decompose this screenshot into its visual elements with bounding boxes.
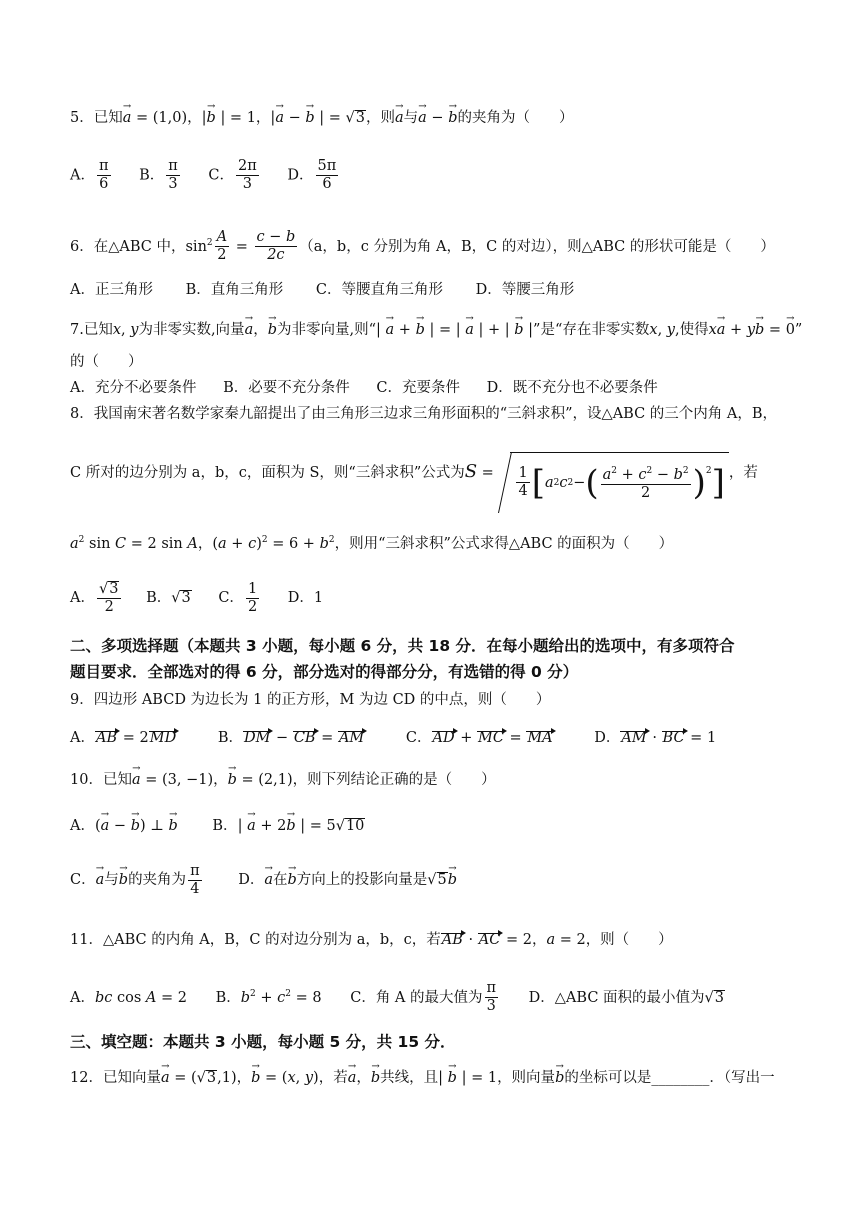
question-5: 5．已知→ a = (1,0)，|→ b | = 1，|→ a − → b | = √3，则→ a与→ a − → b的夹角为（ ） (70, 108, 573, 128)
option-c[interactable]: C．AD + MC = MA (405, 730, 553, 746)
option-d[interactable]: D．AM · BC = 1 (594, 730, 717, 746)
question-9-options (70, 728, 716, 748)
question-8-line-2: C 所对的边分别为 a，b，c，面积为 S，则“三斜求积”公式为S = $\frac{1}{4}$ [ a 2 c 2 − ( $\frac{a^2 + c^2 - b^2}{2}$ ) $^2$ ] ，若 (70, 444, 758, 513)
section-2-heading-line-2: 题目要求．全部选对的得 6 分，部分选对的得部分分，有选错的得 0 分） (70, 663, 579, 681)
question-11: 11．△ABC 的内角 A，B，C 的对边分别为 a，b，c，若AB · AC = 2，a = 2，则（ ） (70, 932, 673, 948)
option-d[interactable]: D．→ a在→ b方向上的投影向量是√5→ b (238, 862, 457, 898)
question-8-line-1: 8．我国南宋著名数学家秦九韶提出了由三角形三边求三角形面积的“三斜求积”，设△ABC 的三个内角 A，B， (70, 406, 778, 422)
question-7-options (70, 378, 658, 398)
option-b[interactable]: B．直角三角形 (185, 282, 284, 298)
question-7: 7.已知x, y为非零实数,向量→ a，→ b为非零向量,则“| → a + → b | = | → a | + | → b |”是“存在非零实数x, y,使得x→ a + y→ b = → 0” (70, 320, 802, 340)
option-a[interactable]: A． $\frac{√3}{2}$ (70, 580, 123, 616)
formula-sqrt: $\frac{1}{4}$ [ a 2 c 2 − ( $\frac{a^2 + c^2 - b^2}{2}$ ) $^2$ ] (510, 452, 728, 513)
question-6-options (70, 280, 574, 300)
option-c[interactable]: C．角 A 的最大值为 $\frac{\pi}{3}$ (350, 980, 497, 1015)
question-10-options-cd (70, 862, 457, 898)
option-a[interactable]: A．(→ a − → b) ⊥ → b (70, 816, 178, 836)
option-b[interactable]: B．DM − CB = AM (217, 730, 365, 746)
option-b[interactable]: B．$b^2 + c^2 = 8$ (215, 989, 322, 1006)
question-7-tail: 的（ ） (70, 354, 143, 370)
option-d[interactable]: D．既不充分也不必要条件 (486, 380, 658, 396)
question-8-line-3: $a^2$ sin C = 2 sin A，$(a + c)^2 = 6 + b^2$，则用“三斜求积”公式求得△ABC 的面积为（ ） (70, 535, 674, 552)
option-a[interactable]: A．bc cos A = 2 (70, 989, 187, 1006)
option-a[interactable]: A．充分不必要条件 (70, 380, 197, 396)
option-b[interactable]: B． $\frac{\pi}{3}$ (139, 158, 178, 192)
option-b[interactable]: B．| → a + 2→ b | = 5√10 (212, 816, 365, 836)
question-10: 10．已知→ a = (3, −1)，→ b = (2,1)，则下列结论正确的是（ ） (70, 770, 496, 790)
question-9: 9．四边形 ABCD 为边长为 1 的正方形，M 为边 CD 的中点，则（ ） (70, 692, 551, 708)
section-2-heading-line-1: 二、多项选择题（本题共 3 小题，每小题 6 分，共 18 分．在每小题给出的选项中，有多项符合 (70, 637, 735, 655)
option-c[interactable]: C．→ a与→ b的夹角为 $\frac{\pi}{4}$ (70, 862, 204, 898)
question-10-options-ab (70, 816, 365, 836)
question-12: 12．已知向量→ a = (√3,1)，→ b = (x, y)，若→ a，→ b共线，且| → b | = 1，则向量→ b的坐标可以是________．（写出一 (70, 1068, 775, 1088)
option-d[interactable]: D．△ABC 面积的最小值为√3 (528, 989, 725, 1006)
option-c[interactable]: C． $\frac{1}{2}$ (218, 580, 258, 615)
option-b[interactable]: B．必要不充分条件 (223, 380, 350, 396)
option-a[interactable]: A． $\frac{\pi}{6}$ (70, 158, 109, 192)
option-c[interactable]: C． $\frac{2\pi}{3}$ (208, 158, 257, 192)
option-a[interactable]: A．正三角形 (70, 282, 153, 298)
question-5-options (70, 158, 340, 193)
question-6: 6．在△ABC 中，$\sin^2$ $\frac{A}{2}$ = $\frac{c - b}{2c}$ （a，b，c 分别为角 A，B，C 的对边），则△ABC 的形状可能是（ ） (70, 229, 775, 264)
question-11-options (70, 976, 725, 1016)
option-c[interactable]: C．等腰直角三角形 (315, 282, 443, 298)
option-d[interactable]: D．等腰三角形 (475, 282, 575, 298)
option-b[interactable]: B．√3 (146, 590, 191, 606)
question-8-options (70, 580, 323, 616)
option-d[interactable]: D．1 (287, 590, 324, 606)
option-a[interactable]: A．AB = 2MD (70, 730, 177, 746)
option-c[interactable]: C．充要条件 (376, 380, 460, 396)
option-d[interactable]: D． $\frac{5\pi}{6}$ (287, 158, 337, 192)
section-3-heading: 三、填空题：本题共 3 小题，每小题 5 分，共 15 分． (70, 1033, 456, 1051)
